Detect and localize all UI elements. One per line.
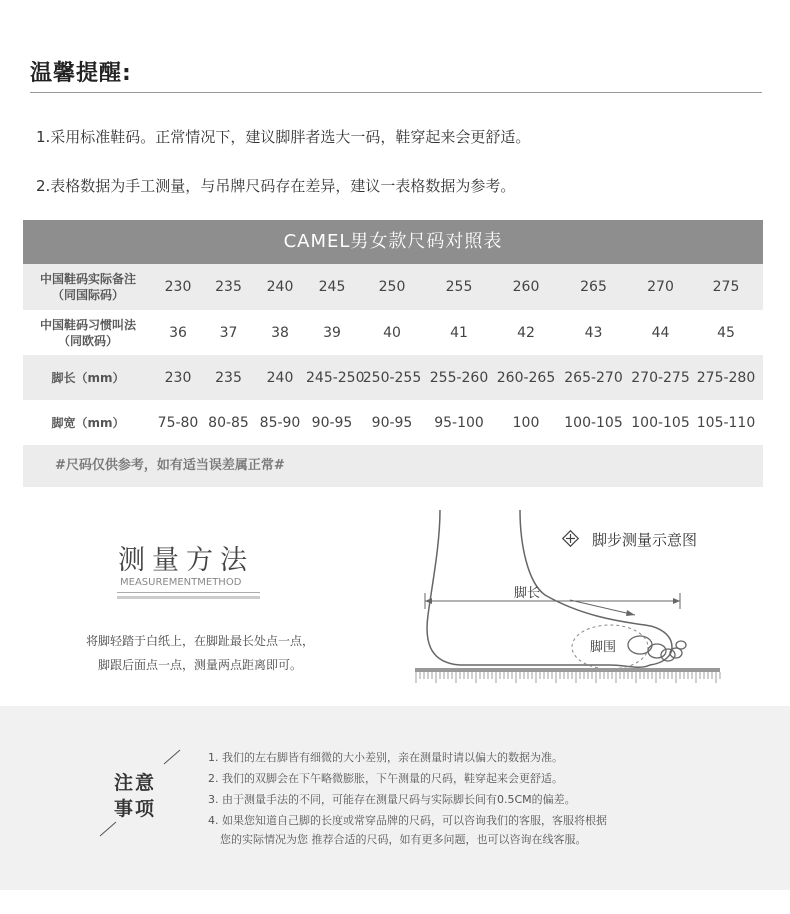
table-cell: 75-80 <box>157 414 199 431</box>
table-cell: 260-265 <box>496 369 556 386</box>
table-cell: 250 <box>378 279 406 295</box>
foot-diagram <box>410 505 780 685</box>
table-cell: 275-280 <box>696 369 756 386</box>
table-cell: 255 <box>445 279 473 295</box>
table-cell: 230 <box>164 369 192 386</box>
table-cell: 38 <box>271 324 289 341</box>
note-item: 4. 如果您知道自己脚的长度或常穿品牌的尺码，可以咨询我们的客服，客服将根据 <box>208 814 607 827</box>
table-cell: 100-105 <box>564 414 623 431</box>
table-cell: 41 <box>450 324 468 341</box>
table-cell: 240 <box>266 279 294 295</box>
table-cell: 230 <box>164 279 192 295</box>
table-cell: 90-95 <box>371 414 413 431</box>
measure-subtitle: MEASUREMENTMETHOD <box>120 577 242 588</box>
notes-title: 注意 事项 <box>114 772 157 820</box>
table-cell: 85-90 <box>259 414 301 431</box>
table-note: #尺码仅供参考，如有适当误差属正常# <box>23 445 763 487</box>
table-cell: 90-95 <box>311 414 353 431</box>
measure-underline <box>117 592 260 593</box>
table-row-foot-length <box>23 355 763 400</box>
note-item: 3. 由于测量手法的不同，可能存在测量尺码与实际脚长间有0.5CM的偏差。 <box>208 793 576 806</box>
table-cell: 265-270 <box>564 369 623 386</box>
measure-title: 测量方法 <box>118 545 254 576</box>
diagram-caption: 脚步测量示意图 <box>592 531 698 549</box>
table-cell: 245 <box>318 279 346 295</box>
table-row-cn-size <box>23 264 763 310</box>
table-cell: 100-105 <box>631 414 690 431</box>
table-cell: 260 <box>512 279 540 295</box>
row-label: 脚长（mm） <box>51 370 125 385</box>
table-cell: 105-110 <box>696 414 756 431</box>
tip-1: 1.采用标准鞋码。正常情况下，建议脚胖者选大一码，鞋穿起来会更舒适。 <box>36 128 531 146</box>
table-cell: 42 <box>517 324 535 341</box>
girth-label: 脚围 <box>590 640 617 655</box>
page-title: 温馨提醒: <box>30 61 132 86</box>
ruler <box>416 672 720 683</box>
title-divider <box>30 92 762 93</box>
measure-underline-thick <box>117 596 260 599</box>
table-cell: 235 <box>215 279 242 295</box>
note-item: 1. 我们的左右脚皆有细微的大小差别，亲在测量时请以偏大的数据为准。 <box>208 751 563 764</box>
tip-2: 2.表格数据为手工测量，与吊牌尺码存在差异，建议一表格数据为参考。 <box>36 177 516 195</box>
table-row-foot-width <box>23 400 763 445</box>
table-cell: 95-100 <box>434 414 484 431</box>
table-cell: 37 <box>219 324 238 341</box>
table-cell: 245-250 <box>306 369 365 386</box>
note-item: 2. 我们的双脚会在下午略微膨胀，下午测量的尺码，鞋穿起来会更舒适。 <box>208 772 563 785</box>
table-cell: 275 <box>712 279 740 295</box>
table-cell: 80-85 <box>208 414 249 431</box>
table-cell: 240 <box>266 369 294 386</box>
table-row-cn-common <box>23 310 763 355</box>
row-label: 中国鞋码习惯叫法 （同欧码） <box>39 317 136 348</box>
row-label: 中国鞋码实际备注 （同国际码） <box>39 272 136 302</box>
table-cell: 270 <box>647 279 674 295</box>
table-cell: 250-255 <box>362 369 422 386</box>
table-cell: 36 <box>169 324 187 341</box>
table-cell: 43 <box>584 324 603 341</box>
table-cell: 40 <box>383 324 401 341</box>
size-table <box>23 220 763 488</box>
length-label: 脚长 <box>514 586 541 601</box>
table-cell: 265 <box>580 279 607 295</box>
size-table-title: CAMEL男女款尺码对照表 <box>23 220 763 264</box>
measure-desc-2: 脚跟后面点一点，测量两点距离即可。 <box>97 658 302 672</box>
table-cell: 45 <box>717 324 735 341</box>
note-item: 您的实际情况为您 推荐合适的尺码，如有更多问题，也可以咨询在线客服。 <box>220 833 587 846</box>
row-label: 脚宽（mm） <box>51 415 125 430</box>
table-cell: 39 <box>323 324 341 341</box>
table-cell: 255-260 <box>429 369 489 386</box>
measure-desc-1: 将脚轻踏于白纸上，在脚趾最长处点一点， <box>85 634 314 648</box>
table-cell: 235 <box>215 369 242 386</box>
diamond-plus-icon <box>563 531 579 547</box>
table-cell: 100 <box>512 414 540 431</box>
table-cell: 270-275 <box>631 369 690 386</box>
toes-icon <box>628 636 686 661</box>
table-cell: 44 <box>651 324 670 341</box>
